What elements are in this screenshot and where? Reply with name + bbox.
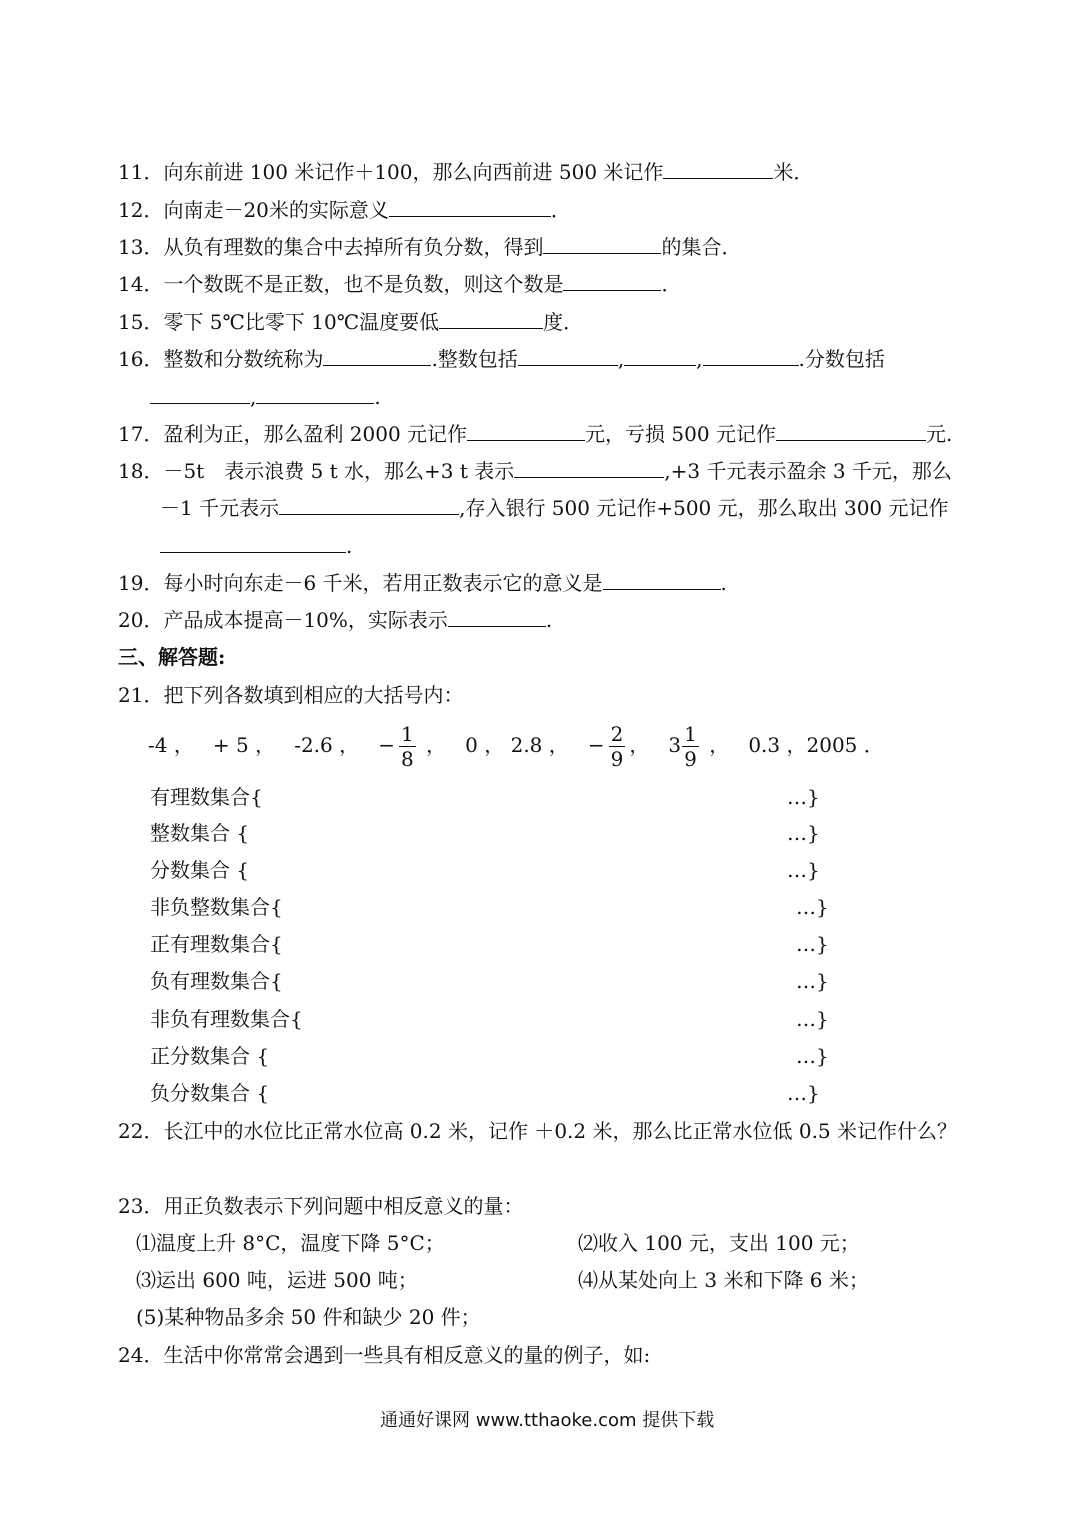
set-close: …} <box>796 1007 829 1031</box>
question-13: 13．从负有理数的集合中去掉所有负分数，得到 的集合． <box>118 235 742 259</box>
number-list: -4 ， + 5 ， -2.6 ， − $\frac{1}{8}$ ， 0 ， 2.8 ， − $\frac{2}{9}$ ， 3 $\frac{1}{9}$ ， 0.3 ，2005 ． <box>148 722 884 771</box>
repeating-decimal: 0.3 <box>748 733 781 757</box>
set-row: 整数集合 { <box>150 821 250 845</box>
set-row: 非负有理数集合{ <box>150 1007 303 1031</box>
fraction-3-1-9: $\frac{1}{9}$ <box>684 722 697 771</box>
set-close: …} <box>787 821 820 845</box>
blank[interactable] <box>467 422 585 441</box>
question-19: 19．每小时向东走－6 千米，若用正数表示它的意义是 . <box>118 571 727 595</box>
q23-item: ⑶运出 600 吨，运进 500 吨； <box>136 1268 418 1292</box>
blank[interactable] <box>663 160 773 179</box>
blank[interactable] <box>160 534 346 553</box>
page-footer: 通通好课网 www.tthaoke.com 提供下载 <box>380 1410 715 1431</box>
question-18-cont2: . <box>160 534 352 558</box>
set-close: …} <box>787 785 820 809</box>
blank[interactable] <box>603 571 721 590</box>
blank[interactable] <box>256 385 374 404</box>
question-11: 11．向东前进 100 米记作＋100，那么向西前进 500 米记作 米． <box>118 160 814 184</box>
set-close: …} <box>796 895 829 919</box>
question-17: 17．盈利为正，那么盈利 2000 元记作 元，亏损 500 元记作 元. <box>118 422 953 446</box>
set-row: 负分数集合 { <box>150 1081 270 1105</box>
question-20: 20．产品成本提高－10%，实际表示 . <box>118 608 553 632</box>
q23-item: ⑷从某处向上 3 米和下降 6 米； <box>578 1268 869 1292</box>
question-16: 16．整数和分数统称为 .整数包括 , , .分数包括 <box>118 347 885 371</box>
set-close: …} <box>787 1081 820 1105</box>
blank[interactable] <box>150 385 250 404</box>
set-row: 正有理数集合{ <box>150 932 283 956</box>
set-row: 非负整数集合{ <box>150 895 283 919</box>
question-12: 12．向南走－20米的实际意义 ． <box>118 198 571 222</box>
blank[interactable] <box>439 310 543 329</box>
question-23-title: 23．用正负数表示下列问题中相反意义的量： <box>118 1194 524 1218</box>
blank[interactable] <box>518 347 618 366</box>
question-14: 14．一个数既不是正数，也不是负数，则这个数是 ． <box>118 272 682 296</box>
set-row: 负有理数集合{ <box>150 969 283 993</box>
set-row: 分数集合 { <box>150 858 250 882</box>
q23-item: (5)某种物品多余 50 件和缺少 20 件； <box>136 1305 481 1329</box>
question-16-cont: , . <box>150 385 381 409</box>
fraction-1-8: $\frac{1}{8}$ <box>400 722 414 771</box>
blank[interactable] <box>389 198 551 217</box>
set-close: …} <box>796 1044 829 1068</box>
set-close: …} <box>796 969 829 993</box>
question-21-title: 21．把下列各数填到相应的大括号内： <box>118 683 464 707</box>
blank[interactable] <box>563 272 661 291</box>
question-15: 15．零下 5℃比零下 10℃温度要低 度． <box>118 310 584 334</box>
q23-item: ⑴温度上升 8°C，温度下降 5°C； <box>136 1231 445 1255</box>
set-close: …} <box>787 858 820 882</box>
blank[interactable] <box>624 347 696 366</box>
blank[interactable] <box>703 347 799 366</box>
set-row: 有理数集合{ <box>150 785 263 809</box>
set-close: …} <box>796 932 829 956</box>
blank[interactable] <box>448 608 546 627</box>
fraction-2-9: $\frac{2}{9}$ <box>610 722 624 771</box>
question-18: 18．－5t 表示浪费 5 t 水，那么+3 t 表示 ,+3 千元表示盈余 3 千元，那么 <box>118 459 952 483</box>
question-18-cont: －1 千元表示 ,存入银行 500 元记作+500 元，那么取出 300 元记作 <box>160 496 949 520</box>
blank[interactable] <box>514 459 664 478</box>
blank[interactable] <box>543 235 661 254</box>
blank[interactable] <box>776 422 926 441</box>
question-22: 22．长江中的水位比正常水位高 0.2 米，记作 ＋0.2 米，那么比正常水位低 0.5 米记作什么？ <box>118 1119 958 1143</box>
section-heading: 三、解答题: <box>118 645 226 669</box>
blank[interactable] <box>279 496 459 515</box>
q23-item: ⑵收入 100 元，支出 100 元； <box>578 1231 860 1255</box>
set-row: 正分数集合 { <box>150 1044 270 1068</box>
question-24: 24．生活中你常常会遇到一些具有相反意义的量的例子，如: <box>118 1343 651 1367</box>
blank[interactable] <box>323 347 431 366</box>
